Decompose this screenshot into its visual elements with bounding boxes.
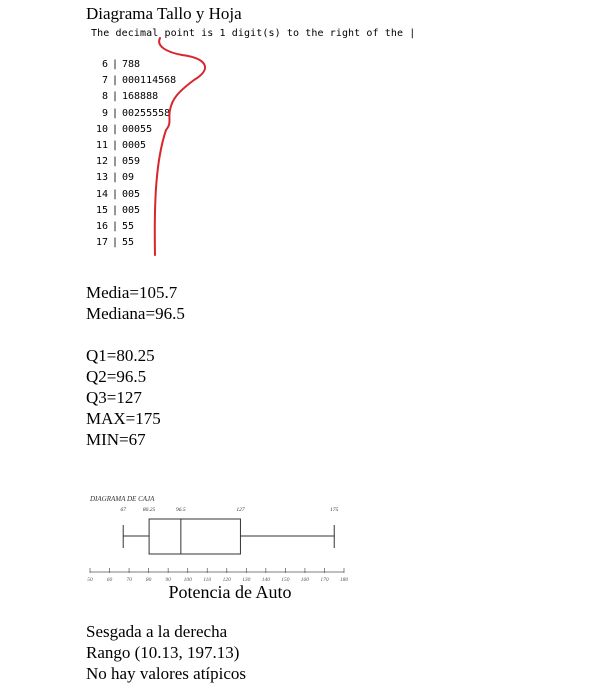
tick-label: 130 [242, 577, 251, 583]
value-label: 80.25 [142, 507, 156, 513]
stem-value: 15 [95, 204, 108, 216]
tick-label: 100 [183, 577, 192, 583]
value-label: 175 [330, 507, 339, 513]
stem-value: 14 [95, 188, 108, 200]
leaf-values: 168888 [122, 91, 159, 103]
axis-title: Potencia de Auto [168, 582, 292, 602]
tick-label: 110 [203, 577, 212, 583]
stem-separator: | [111, 237, 119, 249]
central-tendency [86, 282, 185, 324]
tick-label: 150 [281, 577, 290, 583]
max-value: MAX=175 [86, 409, 161, 428]
outliers-text: No hay valores atípicos [86, 664, 247, 683]
q1-value: Q1=80.25 [86, 346, 155, 365]
leaf-values: 000114568 [122, 75, 177, 87]
min-value: MIN=67 [86, 430, 146, 449]
leaf-values: 788 [122, 59, 141, 70]
tick-label: 160 [300, 577, 310, 583]
range-text: Rango (10.13, 197.13) [86, 643, 240, 662]
box-plot [82, 490, 362, 585]
stem-value: 16 [95, 220, 108, 232]
handwritten-annotation [0, 0, 597, 260]
stem-value: 9 [101, 107, 108, 119]
q3-value: Q3=127 [86, 388, 142, 407]
leaf-values: 55 [122, 237, 135, 249]
q2-value: Q2=96.5 [86, 367, 147, 386]
stem-separator: | [111, 91, 119, 103]
tick-label: 170 [320, 577, 329, 583]
stem-separator: | [111, 139, 119, 151]
stem-value: 10 [95, 123, 108, 135]
stem-separator: | [111, 123, 119, 135]
value-label: 67 [120, 507, 126, 513]
stem-value: 12 [95, 156, 108, 168]
value-label: 96.5 [176, 507, 186, 513]
stem-separator: | [111, 188, 119, 200]
conclusions [86, 621, 246, 684]
stem-value: 7 [101, 75, 108, 87]
tick-label: 80 [145, 577, 152, 583]
decimal-point-note: The decimal point is 1 digit(s) to the right of the | [91, 28, 416, 39]
stem-separator: | [111, 107, 119, 119]
leaf-values: 0005 [122, 139, 147, 151]
tick-label: 50 [87, 577, 93, 583]
tick-label: 90 [165, 577, 171, 583]
iqr-box [149, 519, 240, 554]
leaf-values: 55 [122, 220, 135, 232]
tick-label: 120 [222, 577, 231, 583]
red-ink-stroke [155, 38, 205, 255]
tick-label: 70 [126, 577, 132, 583]
skew-text: Sesgada a la derecha [86, 622, 228, 641]
leaf-values: 059 [122, 156, 141, 168]
leaf-values: 00255558 [122, 107, 171, 119]
leaf-values: 005 [122, 204, 141, 216]
tick-label: 180 [339, 577, 349, 583]
leaf-values: 005 [122, 188, 141, 200]
five-number-summary [86, 345, 161, 450]
stem-separator: | [111, 204, 119, 216]
leaf-values: 09 [122, 172, 135, 184]
stem-separator: | [111, 75, 119, 87]
stem-value: 11 [95, 139, 108, 151]
stem-value: 6 [101, 59, 108, 70]
stem-separator: | [111, 172, 119, 184]
stem-separator: | [111, 220, 119, 232]
tick-label: 60 [106, 577, 113, 583]
chart-title: DIAGRAMA DE CAJA [90, 495, 155, 503]
page-title: Diagrama Tallo y Hoja [86, 4, 242, 23]
stem-separator: | [111, 59, 119, 70]
mean-value: Media=105.7 [86, 283, 178, 302]
stem-value: 17 [95, 237, 108, 249]
stem-value: 13 [95, 172, 108, 184]
leaf-values: 00055 [122, 123, 153, 135]
value-label: 127 [236, 507, 245, 513]
stem-value: 8 [101, 91, 108, 103]
stem-separator: | [111, 156, 119, 168]
median-value: Mediana=96.5 [86, 304, 185, 323]
tick-label: 140 [261, 577, 270, 583]
